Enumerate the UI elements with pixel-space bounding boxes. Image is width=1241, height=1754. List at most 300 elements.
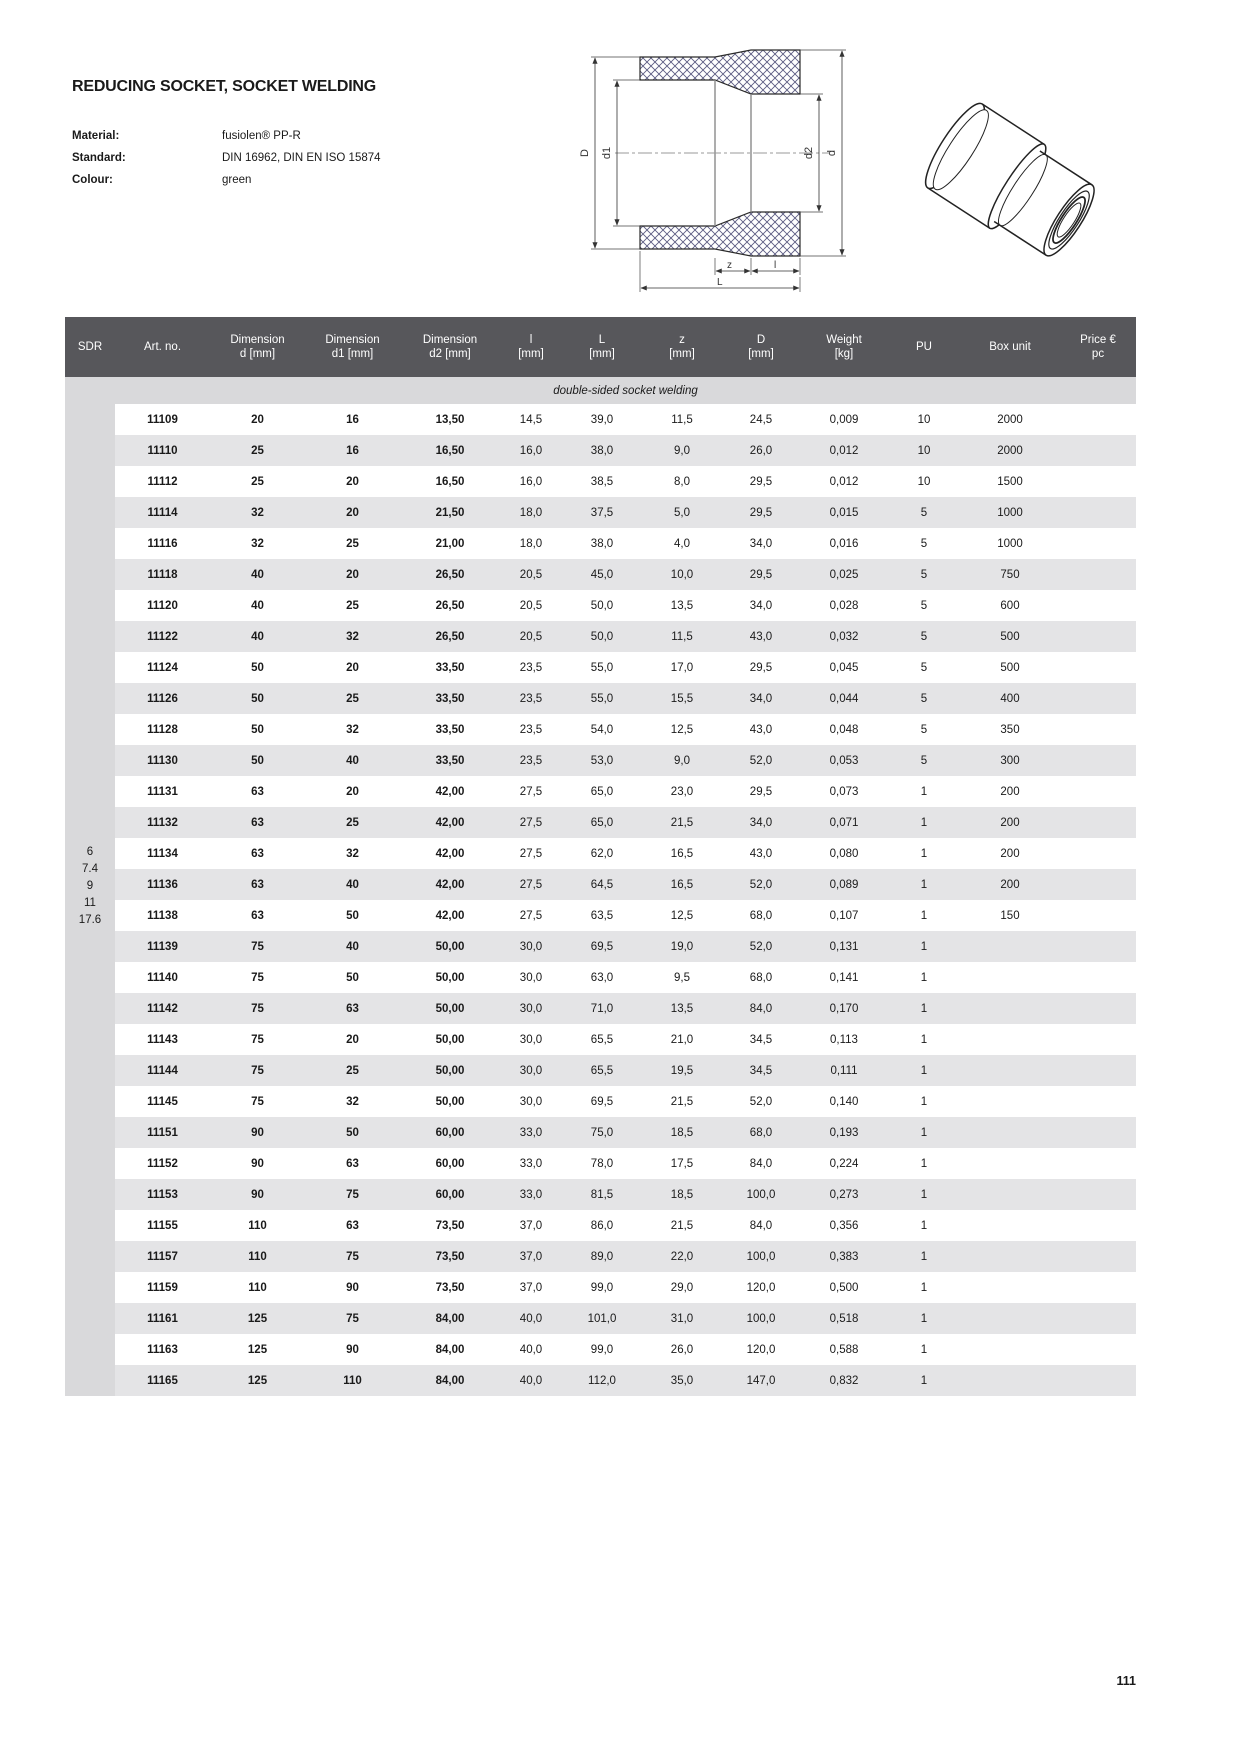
cell: 40,0 xyxy=(500,1365,562,1396)
table-row xyxy=(65,1055,1136,1086)
cell: 11131 xyxy=(115,776,210,807)
table-row xyxy=(65,714,1136,745)
dim-label-l: l xyxy=(774,260,777,271)
cell: 11140 xyxy=(115,962,210,993)
dim-label-d1: d1 xyxy=(601,146,613,160)
dim-label-d2: d2 xyxy=(803,146,815,160)
cell: 10,0 xyxy=(642,559,722,590)
cell: 21,00 xyxy=(400,528,500,559)
cell: 20 xyxy=(305,1024,400,1055)
column-header: l [mm] xyxy=(500,317,562,377)
cell: 1000 xyxy=(960,497,1060,528)
cell: 50,00 xyxy=(400,1086,500,1117)
cell: 9,0 xyxy=(642,745,722,776)
cell: 30,0 xyxy=(500,931,562,962)
cell xyxy=(1060,714,1136,745)
cell xyxy=(1060,1086,1136,1117)
cell: 34,5 xyxy=(722,1024,800,1055)
cell: 0,053 xyxy=(800,745,888,776)
cell: 32 xyxy=(305,838,400,869)
cell: 10 xyxy=(888,404,960,435)
cell: 50,00 xyxy=(400,993,500,1024)
cell: 11139 xyxy=(115,931,210,962)
table-row xyxy=(65,466,1136,497)
cell: 1 xyxy=(888,1148,960,1179)
cell xyxy=(1060,900,1136,931)
cell: 38,0 xyxy=(562,528,642,559)
cell: 43,0 xyxy=(722,621,800,652)
cell: 25 xyxy=(210,466,305,497)
cell: 600 xyxy=(960,590,1060,621)
cell: 147,0 xyxy=(722,1365,800,1396)
cell: 500 xyxy=(960,621,1060,652)
cell: 100,0 xyxy=(722,1179,800,1210)
cell: 5 xyxy=(888,528,960,559)
cell: 11138 xyxy=(115,900,210,931)
cell xyxy=(960,962,1060,993)
cell xyxy=(960,1210,1060,1241)
diagram-top-wall xyxy=(640,50,800,94)
cell xyxy=(960,1055,1060,1086)
cell: 78,0 xyxy=(562,1148,642,1179)
cell: 11152 xyxy=(115,1148,210,1179)
cell: 300 xyxy=(960,745,1060,776)
table-row xyxy=(65,1365,1136,1396)
cell: 37,0 xyxy=(500,1272,562,1303)
cell: 16,5 xyxy=(642,838,722,869)
cell: 1 xyxy=(888,993,960,1024)
cell: 43,0 xyxy=(722,714,800,745)
cell: 81,5 xyxy=(562,1179,642,1210)
column-header: z [mm] xyxy=(642,317,722,377)
cell: 0,170 xyxy=(800,993,888,1024)
cell: 11,5 xyxy=(642,621,722,652)
cell xyxy=(960,1179,1060,1210)
cell: 50 xyxy=(210,714,305,745)
cell: 1 xyxy=(888,838,960,869)
cell: 11155 xyxy=(115,1210,210,1241)
cell xyxy=(960,1334,1060,1365)
cell: 20,5 xyxy=(500,559,562,590)
cell: 11159 xyxy=(115,1272,210,1303)
cell: 11161 xyxy=(115,1303,210,1334)
cell: 200 xyxy=(960,776,1060,807)
cell: 63,0 xyxy=(562,962,642,993)
cell: 150 xyxy=(960,900,1060,931)
cell: 26,50 xyxy=(400,559,500,590)
cell: 20,5 xyxy=(500,590,562,621)
cell xyxy=(1060,528,1136,559)
cell: 60,00 xyxy=(400,1179,500,1210)
cell: 11153 xyxy=(115,1179,210,1210)
cell xyxy=(1060,807,1136,838)
cell: 75 xyxy=(210,1055,305,1086)
cell: 125 xyxy=(210,1334,305,1365)
spec-value: fusiolen® PP-R xyxy=(222,130,301,142)
column-header: L [mm] xyxy=(562,317,642,377)
cell: 50 xyxy=(305,1117,400,1148)
cell: 0,383 xyxy=(800,1241,888,1272)
cell: 37,5 xyxy=(562,497,642,528)
cell: 1 xyxy=(888,1334,960,1365)
cell: 0,224 xyxy=(800,1148,888,1179)
cell: 25 xyxy=(305,528,400,559)
cell: 50,00 xyxy=(400,931,500,962)
cell: 55,0 xyxy=(562,652,642,683)
cell xyxy=(1060,1272,1136,1303)
table-row xyxy=(65,993,1136,1024)
cell: 0,012 xyxy=(800,466,888,497)
section-row xyxy=(65,377,1136,404)
cell: 32 xyxy=(305,714,400,745)
product-image xyxy=(912,88,1117,288)
cell: 20 xyxy=(305,466,400,497)
cell: 18,0 xyxy=(500,528,562,559)
cell: 500 xyxy=(960,652,1060,683)
spec-label: Colour: xyxy=(72,174,113,186)
table-row xyxy=(65,931,1136,962)
spec-row xyxy=(72,174,381,186)
cell: 0,089 xyxy=(800,869,888,900)
cell: 1 xyxy=(888,962,960,993)
cell: 11132 xyxy=(115,807,210,838)
cell: 11145 xyxy=(115,1086,210,1117)
cell: 12,5 xyxy=(642,714,722,745)
cell: 11157 xyxy=(115,1241,210,1272)
column-header: D [mm] xyxy=(722,317,800,377)
cell: 15,5 xyxy=(642,683,722,714)
cell: 65,5 xyxy=(562,1055,642,1086)
cell: 38,5 xyxy=(562,466,642,497)
cell: 5 xyxy=(888,652,960,683)
column-header: Box unit xyxy=(960,317,1060,377)
cell: 45,0 xyxy=(562,559,642,590)
table-row xyxy=(65,776,1136,807)
cell xyxy=(1060,590,1136,621)
cell xyxy=(1060,559,1136,590)
cell: 11116 xyxy=(115,528,210,559)
cell: 200 xyxy=(960,838,1060,869)
cell: 27,5 xyxy=(500,900,562,931)
cell: 16 xyxy=(305,435,400,466)
table-row xyxy=(65,652,1136,683)
page-title: REDUCING SOCKET, SOCKET WELDING xyxy=(72,78,377,95)
cell: 99,0 xyxy=(562,1334,642,1365)
cell: 11112 xyxy=(115,466,210,497)
cell: 110 xyxy=(210,1272,305,1303)
cell xyxy=(1060,497,1136,528)
cell: 84,00 xyxy=(400,1334,500,1365)
cell: 69,5 xyxy=(562,1086,642,1117)
cell: 11130 xyxy=(115,745,210,776)
dim-label-d: d xyxy=(826,149,838,157)
cell: 11120 xyxy=(115,590,210,621)
cell xyxy=(1060,1365,1136,1396)
cell xyxy=(1060,466,1136,497)
cell: 120,0 xyxy=(722,1334,800,1365)
column-header: Art. no. xyxy=(115,317,210,377)
cell xyxy=(960,993,1060,1024)
sdr-value: 6 xyxy=(86,846,94,858)
cell: 27,5 xyxy=(500,869,562,900)
cell: 63 xyxy=(210,869,305,900)
cell: 0,048 xyxy=(800,714,888,745)
cell: 32 xyxy=(305,621,400,652)
sdr-value: 7.4 xyxy=(82,863,98,875)
cell: 110 xyxy=(210,1241,305,1272)
diagram-bottom-wall xyxy=(640,212,800,256)
cell: 29,5 xyxy=(722,559,800,590)
cell: 52,0 xyxy=(722,931,800,962)
cell xyxy=(1060,404,1136,435)
cell: 75 xyxy=(210,931,305,962)
cell: 63 xyxy=(305,1148,400,1179)
cell: 0,193 xyxy=(800,1117,888,1148)
cell: 101,0 xyxy=(562,1303,642,1334)
cell: 9,5 xyxy=(642,962,722,993)
cell: 1 xyxy=(888,1024,960,1055)
cell: 5 xyxy=(888,745,960,776)
cell: 68,0 xyxy=(722,962,800,993)
cell: 84,00 xyxy=(400,1365,500,1396)
cell: 31,0 xyxy=(642,1303,722,1334)
cell: 90 xyxy=(210,1117,305,1148)
cell: 30,0 xyxy=(500,962,562,993)
cell: 5 xyxy=(888,621,960,652)
cell: 11136 xyxy=(115,869,210,900)
cell: 11128 xyxy=(115,714,210,745)
cell: 33,0 xyxy=(500,1179,562,1210)
cell: 110 xyxy=(210,1210,305,1241)
cell: 52,0 xyxy=(722,869,800,900)
cell xyxy=(1060,838,1136,869)
cell: 112,0 xyxy=(562,1365,642,1396)
cell: 25 xyxy=(305,683,400,714)
cell: 86,0 xyxy=(562,1210,642,1241)
cell: 23,5 xyxy=(500,683,562,714)
cell: 29,5 xyxy=(722,466,800,497)
cell: 55,0 xyxy=(562,683,642,714)
cell: 25 xyxy=(305,807,400,838)
spec-row xyxy=(72,152,381,164)
cell: 34,5 xyxy=(722,1055,800,1086)
cell: 400 xyxy=(960,683,1060,714)
table-row xyxy=(65,435,1136,466)
cell: 14,5 xyxy=(500,404,562,435)
cell: 0,073 xyxy=(800,776,888,807)
cell: 0,016 xyxy=(800,528,888,559)
cell: 0,832 xyxy=(800,1365,888,1396)
cell: 60,00 xyxy=(400,1148,500,1179)
cell: 40 xyxy=(210,590,305,621)
cell xyxy=(1060,1241,1136,1272)
cell: 0,141 xyxy=(800,962,888,993)
section-label: double-sided socket welding xyxy=(115,377,1136,404)
cell: 40 xyxy=(305,869,400,900)
cell: 29,5 xyxy=(722,497,800,528)
cell xyxy=(1060,621,1136,652)
table-row xyxy=(65,1272,1136,1303)
cell: 2000 xyxy=(960,404,1060,435)
cell: 18,5 xyxy=(642,1117,722,1148)
cell: 38,0 xyxy=(562,435,642,466)
cell: 16,5 xyxy=(642,869,722,900)
cell: 40 xyxy=(210,621,305,652)
cell: 21,50 xyxy=(400,497,500,528)
table-row xyxy=(65,869,1136,900)
cell: 21,0 xyxy=(642,1024,722,1055)
cell: 0,025 xyxy=(800,559,888,590)
cell: 0,045 xyxy=(800,652,888,683)
cell: 23,5 xyxy=(500,652,562,683)
cell: 1 xyxy=(888,1365,960,1396)
technical-diagram xyxy=(555,42,855,302)
cell: 0,356 xyxy=(800,1210,888,1241)
cell: 10 xyxy=(888,466,960,497)
cell xyxy=(1060,1210,1136,1241)
cell: 71,0 xyxy=(562,993,642,1024)
spec-label: Material: xyxy=(72,130,120,142)
cell: 75 xyxy=(305,1303,400,1334)
cell: 75,0 xyxy=(562,1117,642,1148)
cell: 1 xyxy=(888,1303,960,1334)
cell: 33,50 xyxy=(400,652,500,683)
cell: 750 xyxy=(960,559,1060,590)
cell: 29,0 xyxy=(642,1272,722,1303)
cell: 1500 xyxy=(960,466,1060,497)
table-row xyxy=(65,1117,1136,1148)
cell: 75 xyxy=(210,1086,305,1117)
cell: 0,028 xyxy=(800,590,888,621)
cell: 43,0 xyxy=(722,838,800,869)
cell: 2000 xyxy=(960,435,1060,466)
cell: 63,5 xyxy=(562,900,642,931)
cell: 18,5 xyxy=(642,1179,722,1210)
cell: 63 xyxy=(210,900,305,931)
cell: 50 xyxy=(305,962,400,993)
table-row xyxy=(65,900,1136,931)
table-row xyxy=(65,745,1136,776)
cell xyxy=(1060,1179,1136,1210)
cell: 11126 xyxy=(115,683,210,714)
spec-label: Standard: xyxy=(72,152,126,164)
cell: 19,5 xyxy=(642,1055,722,1086)
cell: 13,50 xyxy=(400,404,500,435)
cell: 39,0 xyxy=(562,404,642,435)
cell: 52,0 xyxy=(722,745,800,776)
cell xyxy=(1060,1334,1136,1365)
cell: 1 xyxy=(888,931,960,962)
cell: 75 xyxy=(210,993,305,1024)
cell: 29,5 xyxy=(722,652,800,683)
column-header: Dimension d [mm] xyxy=(210,317,305,377)
cell: 34,0 xyxy=(722,528,800,559)
cell: 42,00 xyxy=(400,838,500,869)
cell: 11124 xyxy=(115,652,210,683)
cell: 37,0 xyxy=(500,1210,562,1241)
cell: 11144 xyxy=(115,1055,210,1086)
cell: 1 xyxy=(888,1117,960,1148)
cell: 26,50 xyxy=(400,621,500,652)
cell: 125 xyxy=(210,1303,305,1334)
cell: 9,0 xyxy=(642,435,722,466)
cell: 25 xyxy=(305,590,400,621)
table-row xyxy=(65,528,1136,559)
table-row xyxy=(65,1086,1136,1117)
cell: 20,5 xyxy=(500,621,562,652)
cell: 16,50 xyxy=(400,435,500,466)
table-row xyxy=(65,1334,1136,1365)
cell xyxy=(960,1086,1060,1117)
cell: 75 xyxy=(305,1179,400,1210)
cell: 27,5 xyxy=(500,776,562,807)
cell: 0,009 xyxy=(800,404,888,435)
column-header: PU xyxy=(888,317,960,377)
cell: 11110 xyxy=(115,435,210,466)
cell: 18,0 xyxy=(500,497,562,528)
cell: 16 xyxy=(305,404,400,435)
cell: 1 xyxy=(888,1055,960,1086)
cell: 1 xyxy=(888,1086,960,1117)
sdr-value: 17.6 xyxy=(78,914,102,926)
cell: 21,5 xyxy=(642,1210,722,1241)
cell: 37,0 xyxy=(500,1241,562,1272)
cell: 100,0 xyxy=(722,1303,800,1334)
cell: 52,0 xyxy=(722,1086,800,1117)
cell: 11143 xyxy=(115,1024,210,1055)
cell: 26,0 xyxy=(642,1334,722,1365)
cell: 33,0 xyxy=(500,1117,562,1148)
cell xyxy=(1060,931,1136,962)
cell: 65,5 xyxy=(562,1024,642,1055)
cell: 0,500 xyxy=(800,1272,888,1303)
cell: 40,0 xyxy=(500,1303,562,1334)
cell xyxy=(960,1365,1060,1396)
cell: 13,5 xyxy=(642,993,722,1024)
cell: 1 xyxy=(888,900,960,931)
cell: 11151 xyxy=(115,1117,210,1148)
spec-value: green xyxy=(222,174,252,186)
cell: 1 xyxy=(888,1272,960,1303)
cell: 42,00 xyxy=(400,807,500,838)
cell: 5,0 xyxy=(642,497,722,528)
cell: 65,0 xyxy=(562,807,642,838)
cell: 33,50 xyxy=(400,745,500,776)
cell: 17,5 xyxy=(642,1148,722,1179)
cell: 200 xyxy=(960,869,1060,900)
cell: 23,0 xyxy=(642,776,722,807)
cell: 68,0 xyxy=(722,1117,800,1148)
cell xyxy=(960,1272,1060,1303)
cell xyxy=(1060,1024,1136,1055)
cell: 34,0 xyxy=(722,683,800,714)
cell: 24,5 xyxy=(722,404,800,435)
cell: 25 xyxy=(210,435,305,466)
cell xyxy=(1060,1303,1136,1334)
cell: 11118 xyxy=(115,559,210,590)
cell: 11134 xyxy=(115,838,210,869)
cell xyxy=(960,1117,1060,1148)
cell xyxy=(1060,652,1136,683)
cell xyxy=(1060,776,1136,807)
cell xyxy=(1060,993,1136,1024)
cell: 73,50 xyxy=(400,1210,500,1241)
cell: 84,0 xyxy=(722,1148,800,1179)
cell: 22,0 xyxy=(642,1241,722,1272)
spec-list xyxy=(72,130,381,196)
cell xyxy=(960,1303,1060,1334)
spec-row xyxy=(72,130,381,142)
